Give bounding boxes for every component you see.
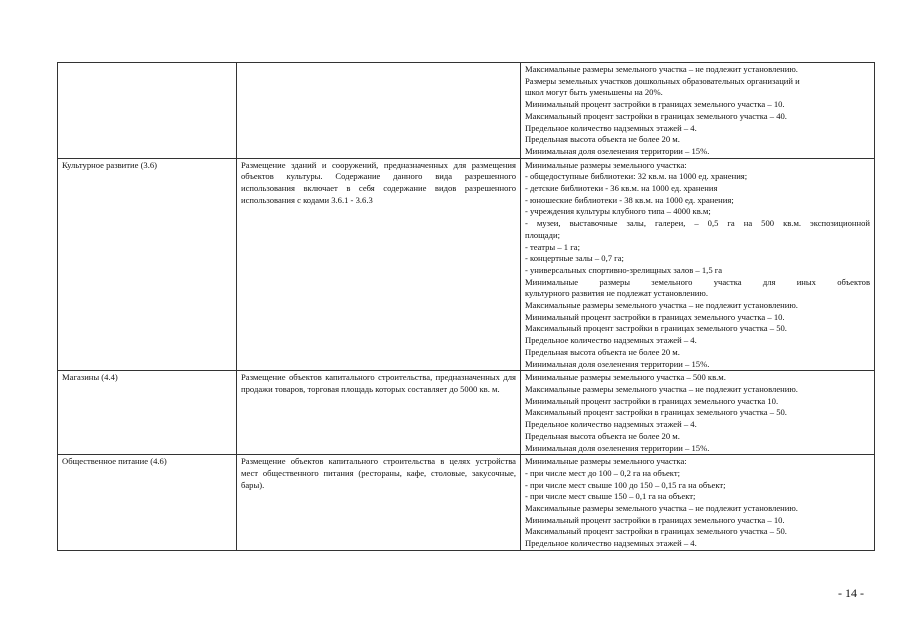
- parameter-line: Максимальные размеры земельного участка – не подлежит установлению.: [525, 64, 798, 74]
- parameter-line: Максимальные размеры земельного участка – не подлежит установлению.: [525, 300, 798, 311]
- parameter-line: Размеры земельных участков дошкольных образовательных организаций и: [525, 75, 800, 86]
- parameter-line: школ могут быть уменьшены на 20%.: [525, 87, 663, 98]
- parameter-line: - универсальных спортивно-зрелищных залов – 1,5 га: [525, 264, 723, 275]
- use-type-description: Размещение зданий и сооружений, предназначенных для размещения объектов культуры. Содержание данного вида разрешенного использования включает в себя содержание видов разрешенного использования с кодами 3.6.1 - 3.6.3: [241, 159, 516, 205]
- parameter-line: Минимальная доля озеленения территории – 15%.: [525, 145, 710, 156]
- parameter-line: Минимальные размеры земельного участка:: [525, 456, 687, 467]
- parameters-cell: [521, 371, 875, 455]
- use-type-name-cell: Магазины (4.4): [58, 371, 237, 455]
- use-type-description-cell: [237, 158, 521, 371]
- parameters-cell: [521, 63, 875, 159]
- parameter-line: Максимальный процент застройки в границах земельного участка – 50.: [525, 407, 787, 418]
- parameter-line: - учреждения культуры клубного типа – 4000 кв.м;: [525, 206, 711, 217]
- regulations-table: [57, 62, 875, 551]
- parameter-line: Максимальный процент застройки в границах земельного участка – 50.: [525, 323, 787, 334]
- parameter-line: Минимальная доля озеленения территории – 15%.: [525, 442, 710, 453]
- parameter-line: Предельная высота объекта не более 20 м.: [525, 430, 680, 441]
- parameters-cell: [521, 158, 875, 371]
- parameter-line: - при числе мест свыше 100 до 150 – 0,15 га на объект;: [525, 479, 726, 490]
- use-type-name-cell: Культурное развитие (3.6): [58, 158, 237, 371]
- parameter-line: Предельное количество надземных этажей – 4.: [525, 419, 697, 430]
- parameter-line: Минимальные размеры земельного участка:: [525, 159, 687, 170]
- parameter-line: - концертные залы – 0,7 га;: [525, 253, 624, 264]
- parameters-cell: [521, 455, 875, 551]
- parameter-line: - при числе мест до 100 – 0,2 га на объект;: [525, 467, 680, 478]
- parameter-line: Максимальные размеры земельного участка – не подлежит установлению.: [525, 503, 798, 514]
- use-type-description-cell: [237, 371, 521, 455]
- parameter-line: - музеи, выставочные залы, галереи, – 0,5 га на 500 кв.м. экспозиционной: [525, 218, 870, 229]
- parameter-line: - общедоступные библиотеки: 32 кв.м. на 1000 ед. хранения;: [525, 171, 748, 182]
- page-number: - 14 -: [838, 586, 864, 600]
- use-type-name-cell: [58, 63, 237, 159]
- parameter-line: - театры – 1 га;: [525, 241, 580, 252]
- parameter-line: Минимальные размеры земельного участка – 500 кв.м.: [525, 372, 726, 383]
- parameter-line: Минимальные размеры земельного участка для иных объектов: [525, 276, 870, 287]
- parameter-line: площади;: [525, 229, 560, 240]
- table-row: [58, 371, 875, 455]
- parameter-line: - детские библиотеки - 36 кв.м. на 1000 ед. хранения: [525, 183, 718, 194]
- parameter-line: Предельная высота объекта не более 20 м.: [525, 134, 680, 145]
- parameter-line: Максимальный процент застройки в границах земельного участка – 40.: [525, 110, 787, 121]
- use-type-description-cell: [237, 63, 521, 159]
- use-type-description: Размещение объектов капитального строительства в целях устройства мест общественного питания (рестораны, кафе, столовые, закусочные, бары).: [241, 456, 516, 490]
- parameter-line: Предельное количество надземных этажей – 4.: [525, 335, 697, 346]
- parameter-line: Предельное количество надземных этажей – 4.: [525, 122, 697, 133]
- parameter-line: культурного развития не подлежат установлению.: [525, 288, 708, 299]
- parameter-line: Минимальный процент застройки в границах земельного участка 10.: [525, 395, 779, 406]
- parameter-line: Минимальный процент застройки в границах земельного участка – 10.: [525, 99, 785, 110]
- parameter-line: Минимальный процент застройки в границах земельного участка – 10.: [525, 514, 785, 525]
- table-row: [58, 158, 875, 371]
- use-type-description-cell: [237, 455, 521, 551]
- parameter-line: Предельное количество надземных этажей – 4.: [525, 538, 697, 549]
- parameter-line: - при числе мест свыше 150 – 0,1 га на объект;: [525, 491, 696, 502]
- table-row: [58, 63, 875, 159]
- parameter-line: Максимальные размеры земельного участка – не подлежит установлению.: [525, 383, 798, 394]
- table-row: [58, 455, 875, 551]
- parameter-line: Максимальный процент застройки в границах земельного участка – 50.: [525, 526, 787, 537]
- parameter-line: Минимальный процент застройки в границах земельного участка – 10.: [525, 311, 785, 322]
- use-type-description: Размещение объектов капитального строительства, предназначенных для продажи товаров, торговая площадь которых составляет до 5000 кв. м.: [241, 372, 516, 394]
- regulations-table-body: [58, 63, 875, 551]
- parameter-line: Минимальная доля озеленения территории – 15%.: [525, 358, 710, 369]
- parameter-line: Предельная высота объекта не более 20 м.: [525, 346, 680, 357]
- parameter-line: - юношеские библиотеки - 38 кв.м. на 1000 ед. хранения;: [525, 194, 734, 205]
- use-type-name-cell: Общественное питание (4.6): [58, 455, 237, 551]
